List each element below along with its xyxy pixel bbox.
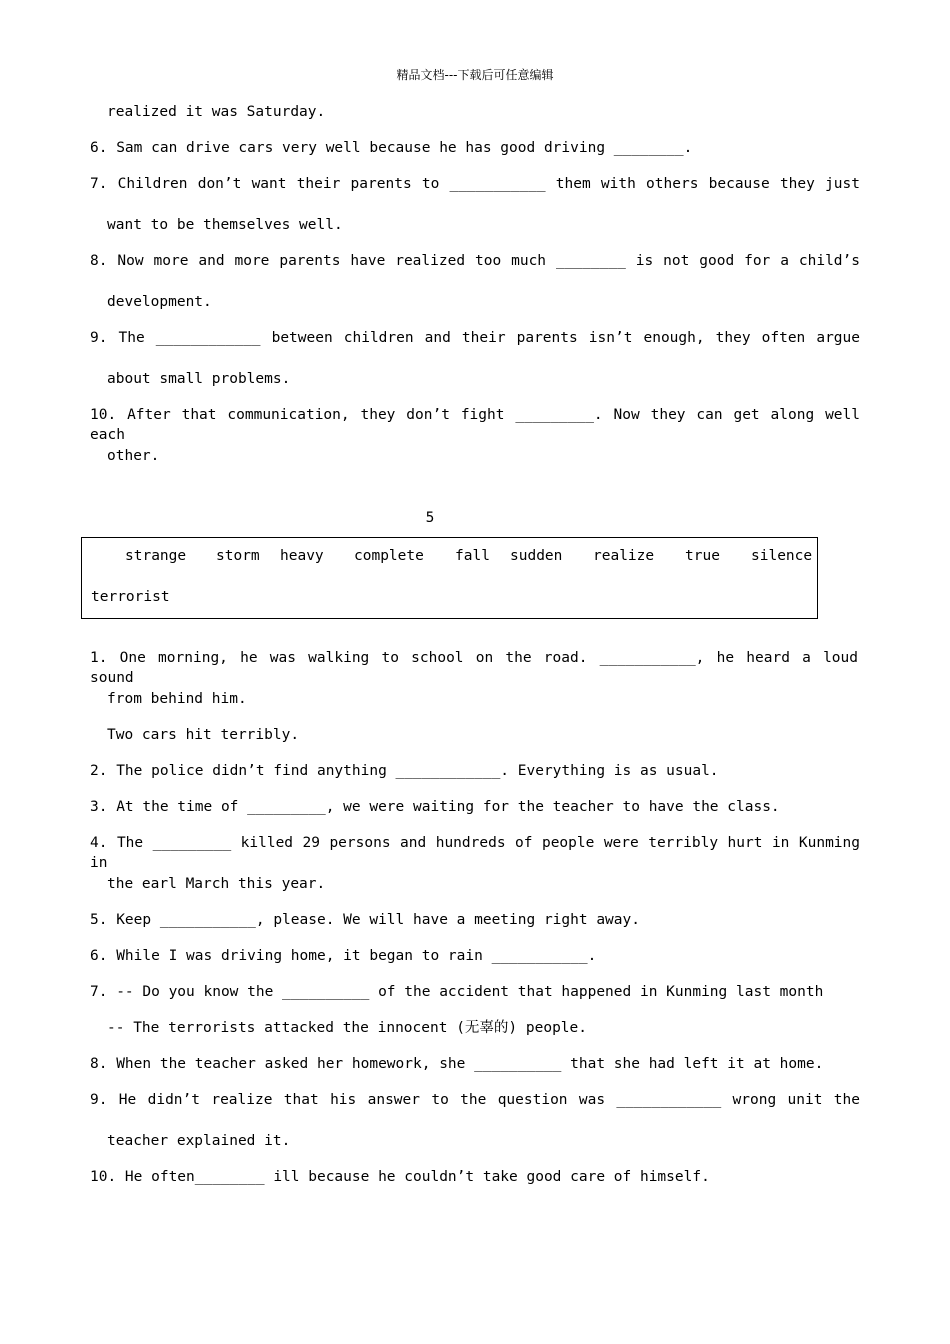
s5-question-7: 7. -- Do you know the __________ of the accident that happened in Kunming last month bbox=[90, 984, 824, 1000]
s5-question-4: 4. The _________ killed 29 persons and hundreds of people were terribly hurt in Kunming in bbox=[90, 835, 860, 871]
s5-question-2: 2. The police didn’t find anything ____________. Everything is as usual. bbox=[90, 763, 719, 779]
s5-question-5: 5. Keep ___________, please. We will have a meeting right away. bbox=[90, 912, 640, 928]
s5-question-1-continuation: from behind him. bbox=[107, 691, 247, 707]
s5-question-8: 8. When the teacher asked her homework, she __________ that she had left it at home. bbox=[90, 1056, 824, 1072]
s5-question-9-continuation: teacher explained it. bbox=[107, 1133, 291, 1149]
word-bank-item: sudden bbox=[510, 548, 563, 564]
word-bank-item: strange bbox=[125, 548, 187, 564]
s5-question-1-note: Two cars hit terribly. bbox=[107, 727, 300, 743]
word-bank bbox=[81, 537, 818, 619]
s5-question-6: 6. While I was driving home, it began to rain ___________. bbox=[90, 948, 597, 964]
question-6: 6. Sam can drive cars very well because he has good driving ________. bbox=[90, 140, 693, 156]
word-bank-item: realize bbox=[593, 548, 655, 564]
word-bank-item: complete bbox=[354, 548, 424, 564]
question-9: 9. The ____________ between children and their parents isn’t enough, they often argue bbox=[90, 330, 860, 346]
s5-question-1: 1. One morning, he was walking to school on the road. ___________, he heard a loud sound bbox=[90, 650, 858, 686]
word-bank-item: heavy bbox=[280, 548, 324, 564]
s5-question-4-continuation: the earl March this year. bbox=[107, 876, 326, 892]
s5-question-7-answer: -- The terrorists attacked the innocent (无辜的) people. bbox=[107, 1020, 587, 1036]
question-5-continuation: realized it was Saturday. bbox=[107, 104, 326, 120]
question-10: 10. After that communication, they don’t fight _________. Now they can get along well each bbox=[90, 407, 860, 443]
s5-question-10: 10. He often________ ill because he couldn’t take good care of himself. bbox=[90, 1169, 710, 1185]
question-10-continuation: other. bbox=[107, 448, 160, 464]
question-7: 7. Children don’t want their parents to ___________ them with others because they just bbox=[90, 176, 860, 192]
question-7-continuation: want to be themselves well. bbox=[107, 217, 343, 233]
section-number: 5 bbox=[425, 510, 435, 526]
question-8-continuation: development. bbox=[107, 294, 212, 310]
question-8: 8. Now more and more parents have realized too much ________ is not good for a child’s bbox=[90, 253, 860, 269]
s5-question-3: 3. At the time of _________, we were waiting for the teacher to have the class. bbox=[90, 799, 780, 815]
word-bank-item: silence bbox=[751, 548, 813, 564]
page-header: 精品文档---下载后可任意编辑 bbox=[396, 68, 554, 82]
word-bank-item: terrorist bbox=[91, 589, 170, 605]
word-bank-item: fall bbox=[455, 548, 490, 564]
question-9-continuation: about small problems. bbox=[107, 371, 291, 387]
word-bank-item: storm bbox=[216, 548, 260, 564]
s5-question-9: 9. He didn’t realize that his answer to the question was ____________ wrong unit the bbox=[90, 1092, 860, 1108]
word-bank-item: true bbox=[685, 548, 720, 564]
